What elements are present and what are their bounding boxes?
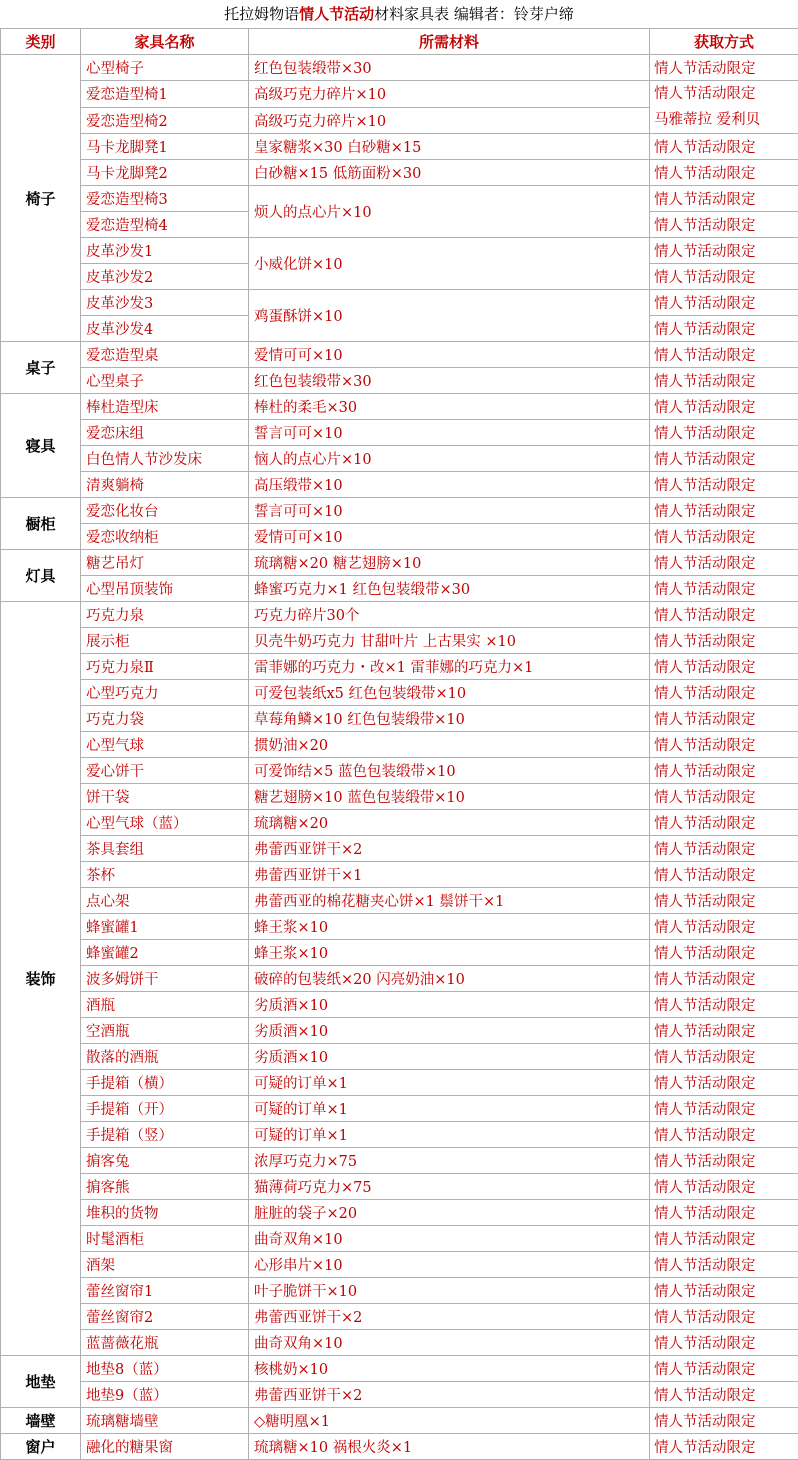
source-cell: 情人节活动限定 xyxy=(650,1018,798,1044)
source-cell: 情人节活动限定 xyxy=(650,1330,798,1356)
materials-cell: 烦人的点心片×10 xyxy=(249,186,650,238)
materials-cell: 爱情可可×10 xyxy=(249,342,650,368)
table-row xyxy=(1,810,798,836)
materials-cell: 蜂王浆×10 xyxy=(249,914,650,940)
table-row xyxy=(1,1408,798,1434)
table-row xyxy=(1,1330,798,1356)
source-cell: 情人节活动限定 xyxy=(650,472,798,498)
table-row xyxy=(1,1122,798,1148)
source-cell: 情人节活动限定 xyxy=(650,134,798,160)
table-row xyxy=(1,732,798,758)
furniture-name-cell: 茶具套组 xyxy=(81,836,249,862)
source-cell: 情人节活动限定 xyxy=(650,602,798,628)
table-row xyxy=(1,940,798,966)
source-cell: 情人节活动限定 xyxy=(650,810,798,836)
furniture-name-cell: 清爽躺椅 xyxy=(81,472,249,498)
source-cell: 情人节活动限定 xyxy=(650,290,798,316)
source-cell: 情人节活动限定 xyxy=(650,940,798,966)
source-cell: 情人节活动限定 xyxy=(650,368,798,394)
source-cell: 情人节活动限定 xyxy=(650,186,798,212)
table-row xyxy=(1,238,798,264)
furniture-name-cell: 展示柜 xyxy=(81,628,249,654)
source-cell: 情人节活动限定 xyxy=(650,524,798,550)
materials-cell: 雷菲娜的巧克力・改×1 雷菲娜的巧克力×1 xyxy=(249,654,650,680)
table-row xyxy=(1,1226,798,1252)
table-row xyxy=(1,186,798,212)
furniture-name-cell: 棒杜造型床 xyxy=(81,394,249,420)
table-row xyxy=(1,888,798,914)
furniture-name-cell: 琉璃糖墙壁 xyxy=(81,1408,249,1434)
materials-cell: 可疑的订单×1 xyxy=(249,1122,650,1148)
furniture-name-cell: 白色情人节沙发床 xyxy=(81,446,249,472)
source-cell: 情人节活动限定 xyxy=(650,1252,798,1278)
materials-cell: 可爱包装纸x5 红色包装缎带×10 xyxy=(249,680,650,706)
table-row xyxy=(1,784,798,810)
materials-cell: ◇糖明凰×1 xyxy=(249,1408,650,1434)
table-row xyxy=(1,1174,798,1200)
source-cell: 情人节活动限定 xyxy=(650,680,798,706)
materials-cell: 恼人的点心片×10 xyxy=(249,446,650,472)
materials-cell: 红色包装缎带×30 xyxy=(249,55,650,81)
category-cell: 地垫 xyxy=(1,1356,81,1408)
materials-cell: 叶子脆饼干×10 xyxy=(249,1278,650,1304)
furniture-name-cell: 酒架 xyxy=(81,1252,249,1278)
table-row xyxy=(1,758,798,784)
source-cell: 情人节活动限定 xyxy=(650,212,798,238)
table-row xyxy=(1,394,798,420)
furniture-name-cell: 蜂蜜罐2 xyxy=(81,940,249,966)
table-row xyxy=(1,1044,798,1070)
materials-cell: 琉璃糖×20 xyxy=(249,810,650,836)
source-cell: 情人节活动限定 xyxy=(650,1382,798,1408)
table-row xyxy=(1,628,798,654)
header-name: 家具名称 xyxy=(81,29,249,55)
table-header-row xyxy=(1,29,798,55)
header-materials: 所需材料 xyxy=(249,29,650,55)
source-cell: 情人节活动限定 xyxy=(650,914,798,940)
furniture-name-cell: 蕾丝窗帘1 xyxy=(81,1278,249,1304)
source-cell: 情人节活动限定 xyxy=(650,55,798,81)
source-cell: 情人节活动限定 xyxy=(650,1044,798,1070)
furniture-name-cell: 掮客熊 xyxy=(81,1174,249,1200)
source-cell: 情人节活动限定 xyxy=(650,758,798,784)
table-row xyxy=(1,524,798,550)
furniture-name-cell: 心型桌子 xyxy=(81,368,249,394)
source-cell: 情人节活动限定 xyxy=(650,836,798,862)
table-row xyxy=(1,342,798,368)
table-row xyxy=(1,836,798,862)
header-source: 获取方式 xyxy=(650,29,798,55)
materials-cell: 蜂王浆×10 xyxy=(249,940,650,966)
furniture-name-cell: 爱恋化妆台 xyxy=(81,498,249,524)
table-row xyxy=(1,1356,798,1382)
materials-cell: 誓言可可×10 xyxy=(249,498,650,524)
materials-cell: 心形串片×10 xyxy=(249,1252,650,1278)
source-cell: 情人节活动限定 xyxy=(650,238,798,264)
furniture-name-cell: 马卡龙脚凳1 xyxy=(81,134,249,160)
furniture-name-cell: 巧克力泉 xyxy=(81,602,249,628)
materials-cell: 可疑的订单×1 xyxy=(249,1096,650,1122)
source-cell: 情人节活动限定 xyxy=(650,420,798,446)
furniture-name-cell: 爱心饼干 xyxy=(81,758,249,784)
table-row xyxy=(1,472,798,498)
source-cell: 情人节活动限定 xyxy=(650,1174,798,1200)
furniture-name-cell: 手提箱（开） xyxy=(81,1096,249,1122)
table-row xyxy=(1,1018,798,1044)
materials-cell: 红色包装缎带×30 xyxy=(249,368,650,394)
furniture-name-cell: 爱恋造型椅3 xyxy=(81,186,249,212)
furniture-name-cell: 巧克力袋 xyxy=(81,706,249,732)
category-cell: 椅子 xyxy=(1,55,81,342)
source-cell: 情人节活动限定 xyxy=(650,1096,798,1122)
source-cell: 情人节活动限定 xyxy=(650,654,798,680)
materials-cell: 猫薄荷巧克力×75 xyxy=(249,1174,650,1200)
table-row xyxy=(1,1070,798,1096)
furniture-name-cell: 爱恋造型椅2 xyxy=(81,107,249,134)
materials-cell: 曲奇双角×10 xyxy=(249,1330,650,1356)
table-row xyxy=(1,81,798,108)
materials-cell: 弗蕾西亚饼干×1 xyxy=(249,862,650,888)
source-cell: 情人节活动限定 xyxy=(650,342,798,368)
table-row xyxy=(1,680,798,706)
materials-cell: 琉璃糖×20 糖艺翅膀×10 xyxy=(249,550,650,576)
source-cell: 情人节活动限定 xyxy=(650,992,798,1018)
table-row xyxy=(1,420,798,446)
table-row xyxy=(1,1252,798,1278)
title-suffix: 材料家具表 编辑者：铃芽户缔 xyxy=(374,5,574,23)
table-row xyxy=(1,550,798,576)
table-row xyxy=(1,1382,798,1408)
table-row xyxy=(1,368,798,394)
furniture-name-cell: 饼干袋 xyxy=(81,784,249,810)
header-category: 类别 xyxy=(1,29,81,55)
document-title xyxy=(0,0,798,28)
furniture-name-cell: 皮革沙发3 xyxy=(81,290,249,316)
source-cell: 情人节活动限定 xyxy=(650,784,798,810)
source-cell: 情人节活动限定 xyxy=(650,160,798,186)
furniture-name-cell: 堆积的货物 xyxy=(81,1200,249,1226)
materials-cell: 脏脏的袋子×20 xyxy=(249,1200,650,1226)
table-row xyxy=(1,290,798,316)
materials-cell: 贝壳牛奶巧克力 甘甜叶片 上古果实 ×10 xyxy=(249,628,650,654)
materials-cell: 高级巧克力碎片×10 xyxy=(249,107,650,134)
furniture-name-cell: 散落的酒瓶 xyxy=(81,1044,249,1070)
source-cell: 情人节活动限定 xyxy=(650,732,798,758)
source-cell: 情人节活动限定 xyxy=(650,888,798,914)
furniture-name-cell: 皮革沙发2 xyxy=(81,264,249,290)
furniture-name-cell: 爱恋收纳柜 xyxy=(81,524,249,550)
table-row xyxy=(1,862,798,888)
furniture-name-cell: 爱恋造型椅4 xyxy=(81,212,249,238)
materials-cell: 可疑的订单×1 xyxy=(249,1070,650,1096)
materials-cell: 棒杜的柔毛×30 xyxy=(249,394,650,420)
title-prefix: 托拉姆物语 xyxy=(224,5,299,23)
materials-cell: 掼奶油×20 xyxy=(249,732,650,758)
furniture-name-cell: 糖艺吊灯 xyxy=(81,550,249,576)
source-cell: 情人节活动限定 xyxy=(650,1356,798,1382)
furniture-name-cell: 茶杯 xyxy=(81,862,249,888)
materials-cell: 核桃奶×10 xyxy=(249,1356,650,1382)
source-cell: 情人节活动限定 xyxy=(650,1070,798,1096)
furniture-name-cell: 手提箱（横） xyxy=(81,1070,249,1096)
materials-cell: 草莓角鳞×10 红色包装缎带×10 xyxy=(249,706,650,732)
table-row xyxy=(1,576,798,602)
furniture-name-cell: 心型吊顶装饰 xyxy=(81,576,249,602)
materials-cell: 爱情可可×10 xyxy=(249,524,650,550)
furniture-name-cell: 地垫8（蓝） xyxy=(81,1356,249,1382)
source-cell: 情人节活动限定 xyxy=(650,1408,798,1434)
materials-cell: 高压缎带×10 xyxy=(249,472,650,498)
furniture-name-cell: 点心架 xyxy=(81,888,249,914)
table-row xyxy=(1,1278,798,1304)
furniture-name-cell: 心型气球（蓝） xyxy=(81,810,249,836)
category-cell: 灯具 xyxy=(1,550,81,602)
furniture-name-cell: 手提箱（竖） xyxy=(81,1122,249,1148)
furniture-name-cell: 地垫9（蓝） xyxy=(81,1382,249,1408)
furniture-table xyxy=(0,28,798,1460)
category-cell: 桌子 xyxy=(1,342,81,394)
furniture-name-cell: 空酒瓶 xyxy=(81,1018,249,1044)
source-cell: 情人节活动限定 xyxy=(650,316,798,342)
table-row xyxy=(1,1148,798,1174)
source-cell: 情人节活动限定 xyxy=(650,1122,798,1148)
title-highlight: 情人节活动 xyxy=(299,5,374,23)
table-row xyxy=(1,55,798,81)
materials-cell: 劣质酒×10 xyxy=(249,992,650,1018)
source-cell: 情人节活动限定 xyxy=(650,1226,798,1252)
source-cell: 情人节活动限定 xyxy=(650,1278,798,1304)
furniture-name-cell: 爱恋造型桌 xyxy=(81,342,249,368)
materials-cell: 弗蕾西亚的棉花糖夹心饼×1 鬃饼干×1 xyxy=(249,888,650,914)
furniture-name-cell: 马卡龙脚凳2 xyxy=(81,160,249,186)
table-row xyxy=(1,914,798,940)
materials-cell: 琉璃糖×10 祸根火炎×1 xyxy=(249,1434,650,1460)
category-cell: 窗户 xyxy=(1,1434,81,1460)
materials-cell: 誓言可可×10 xyxy=(249,420,650,446)
materials-cell: 破碎的包装纸×20 闪亮奶油×10 xyxy=(249,966,650,992)
furniture-name-cell: 爱恋造型椅1 xyxy=(81,81,249,108)
source-cell: 情人节活动限定 xyxy=(650,1200,798,1226)
materials-cell: 鸡蛋酥饼×10 xyxy=(249,290,650,342)
furniture-name-cell: 掮客兔 xyxy=(81,1148,249,1174)
materials-cell: 糖艺翅膀×10 蓝色包装缎带×10 xyxy=(249,784,650,810)
materials-cell: 小威化饼×10 xyxy=(249,238,650,290)
furniture-name-cell: 融化的糖果窗 xyxy=(81,1434,249,1460)
materials-cell: 劣质酒×10 xyxy=(249,1044,650,1070)
category-cell: 墙壁 xyxy=(1,1408,81,1434)
furniture-name-cell: 心型椅子 xyxy=(81,55,249,81)
furniture-name-cell: 巧克力泉Ⅱ xyxy=(81,654,249,680)
table-row xyxy=(1,992,798,1018)
materials-cell: 劣质酒×10 xyxy=(249,1018,650,1044)
materials-cell: 蜂蜜巧克力×1 红色包装缎带×30 xyxy=(249,576,650,602)
materials-cell: 弗蕾西亚饼干×2 xyxy=(249,836,650,862)
furniture-name-cell: 爱恋床组 xyxy=(81,420,249,446)
table-body xyxy=(1,55,798,1460)
table-row xyxy=(1,160,798,186)
furniture-name-cell: 皮革沙发1 xyxy=(81,238,249,264)
table-row xyxy=(1,706,798,732)
furniture-name-cell: 蜂蜜罐1 xyxy=(81,914,249,940)
table-row xyxy=(1,134,798,160)
source-cell: 情人节活动限定 xyxy=(650,498,798,524)
source-cell: 情人节活动限定 xyxy=(650,966,798,992)
furniture-name-cell: 心型巧克力 xyxy=(81,680,249,706)
source-cell: 情人节活动限定 xyxy=(650,1148,798,1174)
materials-cell: 浓厚巧克力×75 xyxy=(249,1148,650,1174)
materials-cell: 高级巧克力碎片×10 xyxy=(249,81,650,108)
source-cell: 情人节活动限定 马雅蒂拉 爱利贝 xyxy=(650,81,798,134)
furniture-name-cell: 波多姆饼干 xyxy=(81,966,249,992)
materials-cell: 弗蕾西亚饼干×2 xyxy=(249,1382,650,1408)
furniture-name-cell: 时髦酒柜 xyxy=(81,1226,249,1252)
table-row xyxy=(1,654,798,680)
source-cell: 情人节活动限定 xyxy=(650,264,798,290)
source-cell: 情人节活动限定 xyxy=(650,576,798,602)
table-row xyxy=(1,1096,798,1122)
source-cell: 情人节活动限定 xyxy=(650,446,798,472)
source-cell: 情人节活动限定 xyxy=(650,706,798,732)
source-cell: 情人节活动限定 xyxy=(650,628,798,654)
materials-cell: 可爱饰结×5 蓝色包装缎带×10 xyxy=(249,758,650,784)
source-cell: 情人节活动限定 xyxy=(650,394,798,420)
materials-cell: 皇家糖浆×30 白砂糖×15 xyxy=(249,134,650,160)
table-row xyxy=(1,446,798,472)
source-cell: 情人节活动限定 xyxy=(650,1304,798,1330)
table-row xyxy=(1,602,798,628)
materials-cell: 巧克力碎片30个 xyxy=(249,602,650,628)
table-row xyxy=(1,1200,798,1226)
furniture-name-cell: 皮革沙发4 xyxy=(81,316,249,342)
furniture-name-cell: 蕾丝窗帘2 xyxy=(81,1304,249,1330)
category-cell: 寝具 xyxy=(1,394,81,498)
table-row xyxy=(1,1304,798,1330)
materials-cell: 弗蕾西亚饼干×2 xyxy=(249,1304,650,1330)
furniture-name-cell: 心型气球 xyxy=(81,732,249,758)
source-cell: 情人节活动限定 xyxy=(650,1434,798,1460)
materials-cell: 白砂糖×15 低筋面粉×30 xyxy=(249,160,650,186)
category-cell: 橱柜 xyxy=(1,498,81,550)
source-cell: 情人节活动限定 xyxy=(650,550,798,576)
source-cell: 情人节活动限定 xyxy=(650,862,798,888)
furniture-name-cell: 蓝蔷薇花瓶 xyxy=(81,1330,249,1356)
table-row xyxy=(1,966,798,992)
table-row xyxy=(1,498,798,524)
table-row xyxy=(1,1434,798,1460)
furniture-name-cell: 酒瓶 xyxy=(81,992,249,1018)
category-cell: 装饰 xyxy=(1,602,81,1356)
materials-cell: 曲奇双角×10 xyxy=(249,1226,650,1252)
